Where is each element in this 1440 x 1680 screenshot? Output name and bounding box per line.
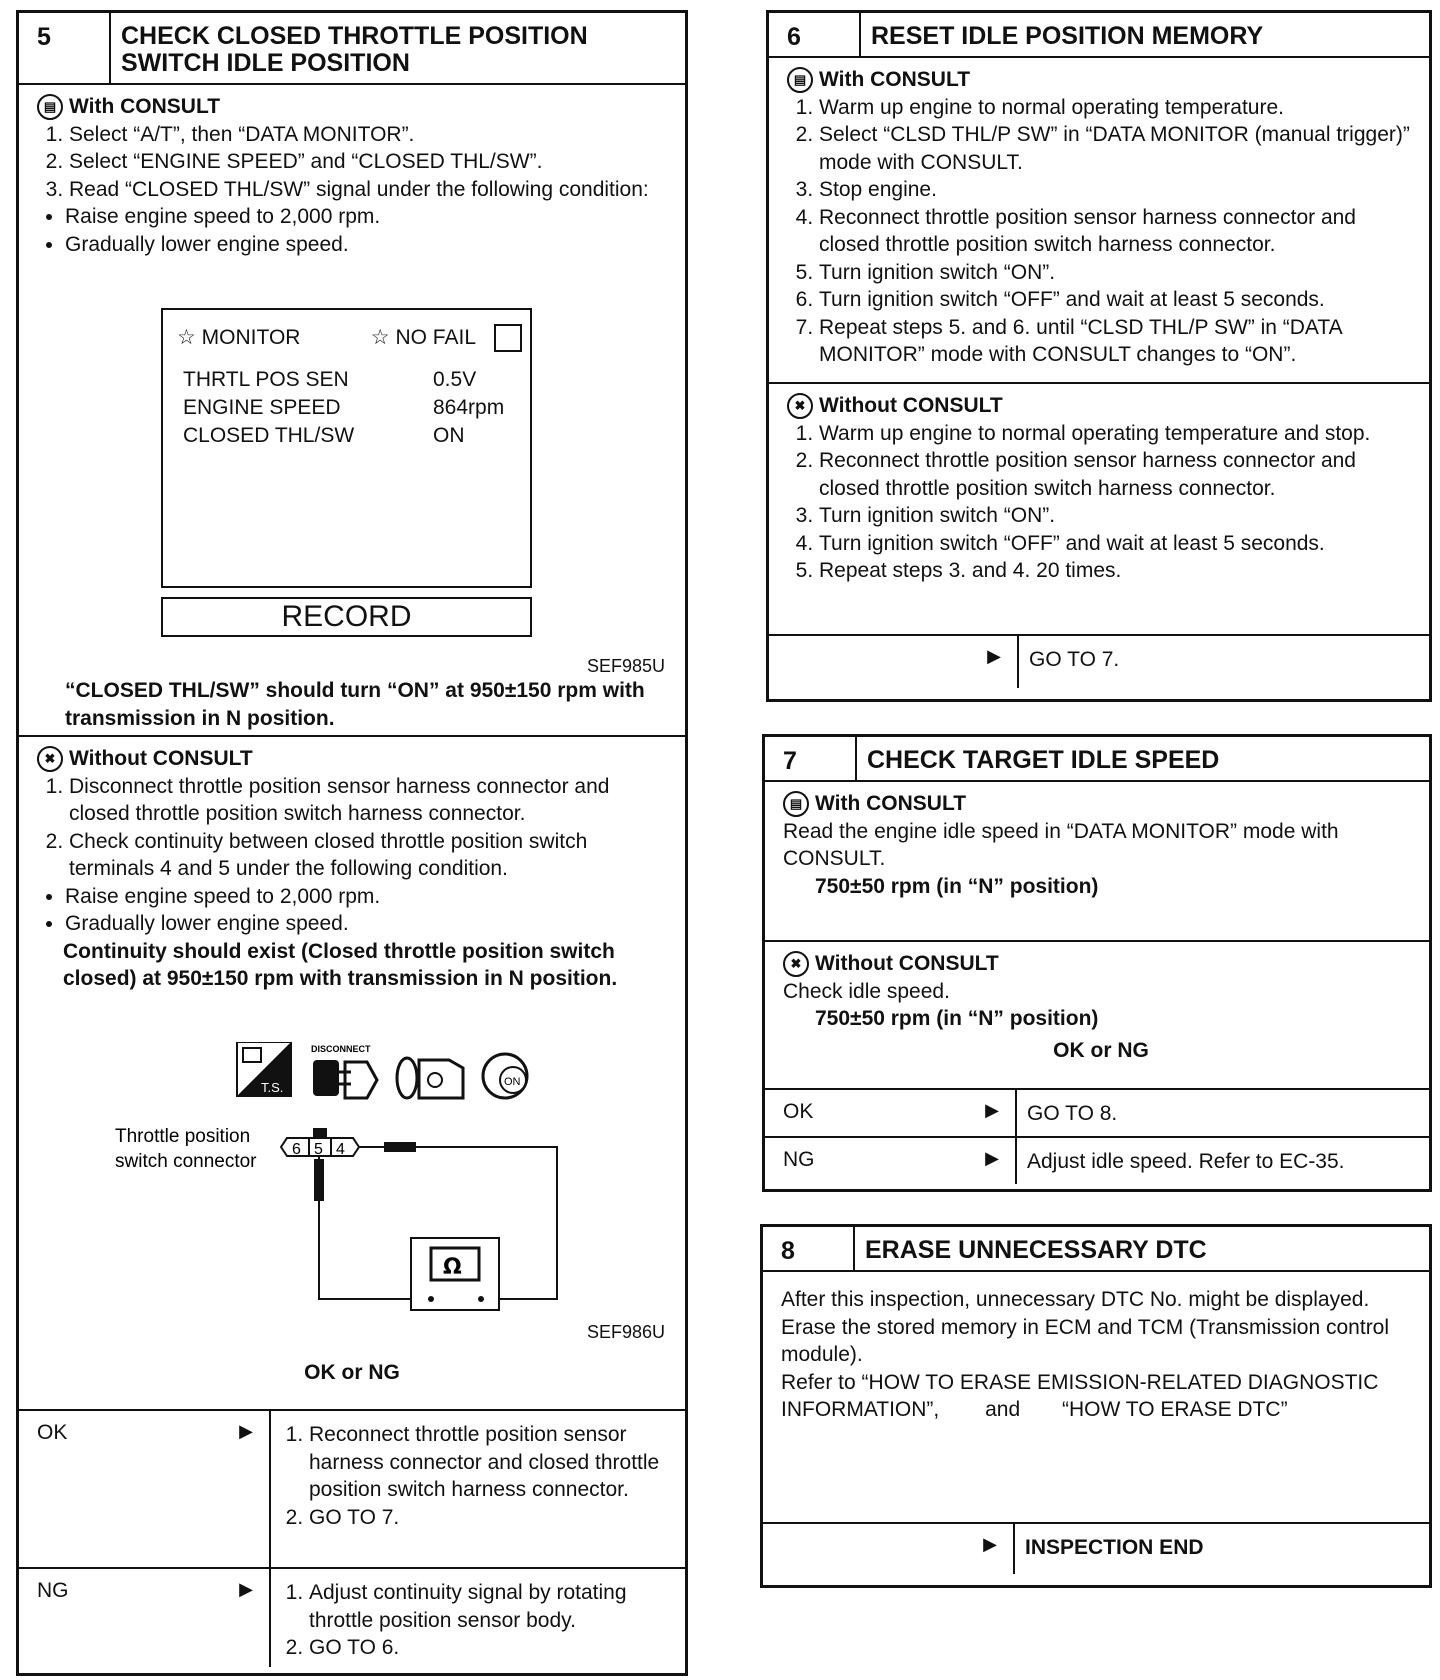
ok-label: OK — [783, 1100, 814, 1123]
step5-ng-row — [19, 1567, 685, 1667]
ts-icon — [237, 1042, 291, 1096]
step6-without-consult — [769, 382, 1429, 634]
without-consult-heading: ✖ Without CONSULT — [783, 950, 1419, 978]
list-item: 2. GO TO 7. — [309, 1504, 675, 1532]
list-item: 3. Turn ignition switch “ON”. — [819, 502, 1419, 530]
step6-with-consult — [769, 58, 1429, 382]
monitor-row: CLOSED THL/SW ON — [183, 424, 465, 448]
svg-text:T.S.: T.S. — [261, 1080, 284, 1095]
list-item: 2. Check continuity between closed throttle position switch terminals 4 and 5 under the following condition. — [69, 828, 675, 883]
data-monitor-screen — [161, 308, 532, 588]
step7-without-consult — [765, 940, 1429, 1088]
step5-title: CHECK CLOSED THROTTLE POSITION SWITCH IDLE POSITION — [121, 22, 588, 77]
arrow-icon: ▶ — [987, 646, 1001, 666]
step6-title: RESET IDLE POSITION MEMORY — [871, 22, 1264, 50]
connector-label-line2: switch connector — [115, 1151, 257, 1172]
arrow-icon: ▶ — [985, 1148, 999, 1168]
step8-body — [763, 1272, 1429, 1522]
step6-box — [766, 10, 1432, 702]
step7-consult-spec: 750±50 rpm (in “N” position) — [815, 874, 1099, 898]
without-consult-heading: ✖ Without CONSULT — [37, 745, 675, 773]
list-item: 5. Turn ignition switch “ON”. — [819, 259, 1419, 287]
step5-box — [16, 10, 688, 1676]
list-item: 1. Select “A/T”, then “DATA MONITOR”. — [69, 121, 675, 149]
nofail-label: ☆ NO FAIL — [371, 324, 522, 352]
connector-pins — [281, 1128, 359, 1158]
list-item: 1. Reconnect throttle position sensor harness connector and closed throttle position switch harness connector. — [309, 1421, 675, 1504]
step7-noconsult-text: Check idle speed. — [783, 979, 950, 1003]
goto-text: GO TO 7. — [1029, 648, 1120, 671]
ng-label: NG — [37, 1579, 69, 1602]
list-item: 1. Warm up engine to normal operating temperature. — [819, 94, 1419, 122]
ng-label: NG — [783, 1148, 815, 1171]
list-item: 1. Adjust continuity signal by rotating throttle position sensor body. — [309, 1579, 675, 1634]
list-item: 3. Read “CLOSED THL/SW” signal under the following condition: — [69, 176, 675, 204]
arrow-icon: ▶ — [983, 1534, 997, 1554]
step5-number: 5 — [19, 13, 111, 83]
step7-with-consult — [765, 782, 1429, 940]
no-consult-icon: ✖ — [37, 746, 63, 772]
step7-box — [762, 734, 1432, 1192]
step5-header — [19, 13, 685, 85]
disconnect-icon — [311, 1044, 377, 1098]
consult-icon: ▤ — [37, 94, 63, 120]
list-item: 5. Repeat steps 3. and 4. 20 times. — [819, 557, 1419, 585]
no-consult-icon: ✖ — [783, 951, 809, 977]
step7-header — [765, 737, 1429, 782]
list-item: 1. Disconnect throttle position sensor harness connector and closed throttle position switch harness connector. — [69, 773, 675, 828]
continuity-diagram — [89, 1042, 689, 1342]
svg-text:6: 6 — [292, 1141, 301, 1158]
list-item: • Raise engine speed to 2,000 rpm. — [65, 883, 675, 911]
consult-icon: ▤ — [787, 67, 813, 93]
svg-text:5: 5 — [314, 1141, 323, 1158]
ng-text: Adjust idle speed. Refer to EC-35. — [1027, 1150, 1345, 1173]
ok-text: GO TO 8. — [1027, 1102, 1118, 1125]
without-consult-heading: ✖ Without CONSULT — [787, 392, 1419, 420]
ok-ng-label: OK or NG — [1053, 1038, 1149, 1062]
step7-ok-row — [765, 1088, 1429, 1136]
step5-consult-bullets — [37, 203, 675, 258]
step8-number: 8 — [763, 1227, 855, 1270]
step5-ok-row — [19, 1409, 685, 1567]
consult-icon: ▤ — [783, 791, 809, 817]
list-item: 6. Turn ignition switch “OFF” and wait at least 5 seconds. — [819, 286, 1419, 314]
step5-with-consult — [19, 85, 685, 735]
step8-header — [763, 1227, 1429, 1272]
step8-end-row — [763, 1522, 1429, 1574]
step5-consult-steps — [37, 121, 675, 204]
connector-label-line1: Throttle position — [115, 1126, 251, 1147]
list-item: 2. GO TO 6. — [309, 1634, 675, 1662]
step5-noconsult-spec: Continuity should exist (Closed throttle position switch closed) at 950±150 rpm with transmission in N position. — [63, 939, 618, 990]
step7-ng-row — [765, 1136, 1429, 1184]
monitor-title: ☆ MONITOR — [177, 326, 301, 349]
svg-text:Ω: Ω — [443, 1255, 462, 1280]
step5-noconsult-bullets — [37, 883, 675, 938]
monitor-row: THRTL POS SEN 0.5V — [183, 368, 477, 392]
ok-ng-label: OK or NG — [304, 1361, 400, 1384]
step6-number: 6 — [769, 13, 861, 56]
list-item: 2. Reconnect throttle position sensor harness connector and closed throttle position switch harness connector. — [819, 447, 1419, 502]
list-item: 4. Reconnect throttle position sensor harness connector and closed throttle position switch harness connector. — [819, 204, 1419, 259]
nofail-checkbox — [494, 324, 522, 352]
monitor-row: ENGINE SPEED 864rpm — [183, 396, 505, 420]
list-item: 2. Select “ENGINE SPEED” and “CLOSED THL/SW”. — [69, 148, 675, 176]
engine-icon — [397, 1058, 463, 1098]
step6-header — [769, 13, 1429, 58]
arrow-icon: ▶ — [985, 1100, 999, 1120]
step7-title: CHECK TARGET IDLE SPEED — [867, 746, 1220, 774]
step6-goto-row — [769, 634, 1429, 688]
step5-without-consult — [19, 735, 685, 1409]
ignition-on-icon — [483, 1054, 527, 1098]
with-consult-heading: ▤ With CONSULT — [783, 790, 1419, 818]
step8-box — [760, 1224, 1432, 1588]
list-item: 1. Warm up engine to normal operating temperature and stop. — [819, 420, 1419, 448]
step7-number: 7 — [765, 737, 857, 780]
record-button: RECORD — [161, 597, 532, 637]
inspection-end-text: INSPECTION END — [1025, 1536, 1204, 1559]
list-item: • Gradually lower engine speed. — [65, 910, 675, 938]
arrow-icon: ▶ — [239, 1579, 253, 1599]
step5-consult-spec: “CLOSED THL/SW” should turn “ON” at 950±150 rpm with transmission in N position. — [65, 679, 645, 730]
step5-noconsult-steps — [37, 773, 675, 883]
step7-noconsult-spec: 750±50 rpm (in “N” position) — [815, 1007, 1099, 1030]
step8-para3: Refer to “HOW TO ERASE EMISSION-RELATED DIAGNOSTIC INFORMATION”, and “HOW TO ERASE DTC” — [781, 1370, 1379, 1421]
ok-label: OK — [37, 1421, 68, 1444]
with-consult-heading: ▤ With CONSULT — [787, 66, 1419, 94]
with-consult-heading: ▤ With CONSULT — [37, 93, 675, 121]
arrow-icon: ▶ — [239, 1421, 253, 1441]
list-item: • Raise engine speed to 2,000 rpm. — [65, 203, 675, 231]
figure-code: SEF985U — [586, 656, 665, 676]
step8-para2: Erase the stored memory in ECM and TCM (Transmission control module). — [781, 1315, 1390, 1366]
list-item: 7. Repeat steps 5. and 6. until “CLSD THL/P SW” in “DATA MONITOR” mode with CONSULT changes to “ON”. — [819, 314, 1419, 369]
ohmmeter-icon — [411, 1238, 499, 1310]
svg-text:DISCONNECT: DISCONNECT — [311, 1044, 371, 1054]
list-item: 3. Stop engine. — [819, 176, 1419, 204]
figure-code: SEF986U — [586, 1322, 665, 1342]
step8-para1: After this inspection, unnecessary DTC No. might be displayed. — [781, 1288, 1370, 1311]
step8-title: ERASE UNNECESSARY DTC — [865, 1236, 1207, 1264]
step7-consult-text: Read the engine idle speed in “DATA MONITOR” mode with CONSULT. — [783, 819, 1339, 870]
svg-text:4: 4 — [336, 1141, 345, 1158]
list-item: 2. Select “CLSD THL/P SW” in “DATA MONITOR (manual trigger)” mode with CONSULT. — [819, 121, 1419, 176]
list-item: 4. Turn ignition switch “OFF” and wait at least 5 seconds. — [819, 530, 1419, 558]
list-item: • Gradually lower engine speed. — [65, 231, 675, 259]
svg-text:ON: ON — [504, 1076, 521, 1088]
no-consult-icon: ✖ — [787, 393, 813, 419]
